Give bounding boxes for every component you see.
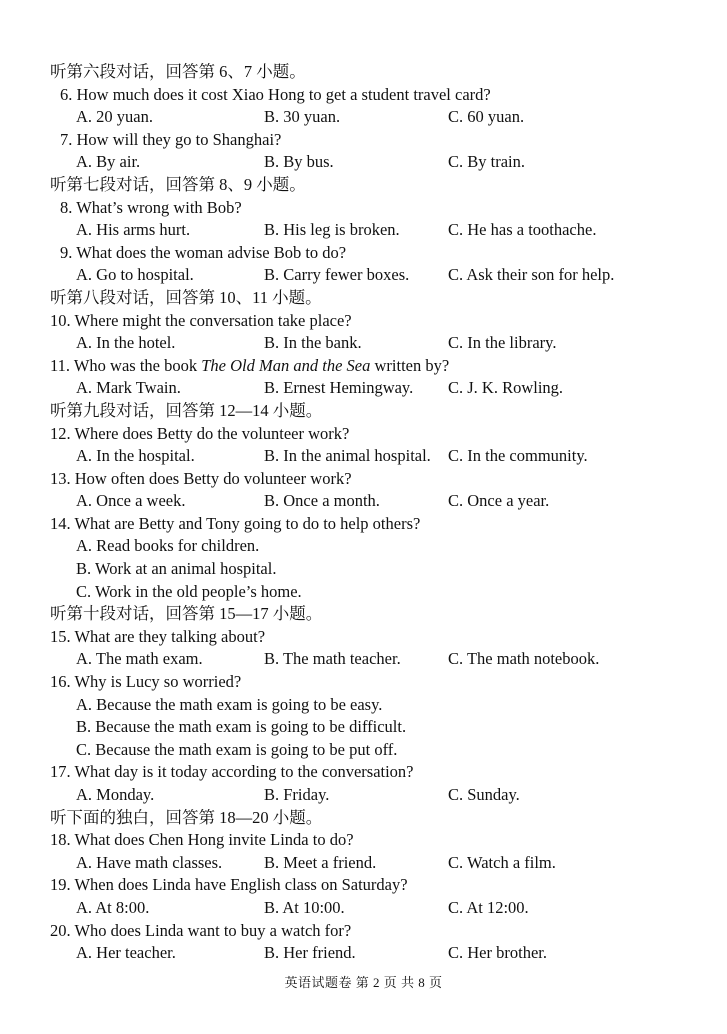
question-text [0, 468, 727, 491]
question-text [0, 920, 727, 943]
question-text [0, 84, 727, 107]
question-number: 14. [50, 513, 71, 533]
option-b: B. Friday. [264, 785, 330, 804]
question-stem: What are they talking about? [74, 626, 266, 646]
question-number: 16. [50, 672, 71, 692]
option-c: C. 60 yuan. [448, 107, 525, 127]
option-a: A. Read books for children. [76, 536, 260, 556]
options-row [0, 942, 727, 965]
question-stem: Where might the conversation take place? [74, 310, 352, 330]
option-c: C. He has a toothache. [448, 220, 597, 240]
question-text [0, 829, 727, 852]
question-number: 7. [60, 129, 73, 149]
option-a: A. By air. [76, 152, 141, 172]
option-c: C. Ask their son for help. [448, 265, 615, 285]
section-heading: 听第九段对话，回答第 12—14 小题。 [50, 400, 323, 420]
question-stem: What’s wrong with Bob? [76, 197, 242, 217]
question-text [0, 513, 727, 536]
question-stem: Who does Linda want to buy a watch for? [74, 920, 352, 940]
question-stem: How will they go to Shanghai? [76, 129, 282, 149]
option-b: B. By bus. [264, 152, 334, 172]
question-number: 12. [50, 423, 71, 443]
question-stem: Where does Betty do the volunteer work? [74, 423, 350, 443]
option-a: A. In the hotel. [76, 333, 176, 353]
option-a: A. At 8:00. [76, 897, 150, 917]
options-row [0, 106, 727, 129]
option-c: C. In the community. [448, 446, 588, 466]
question-number: 13. [50, 468, 71, 488]
option-c: C. Because the math exam is going to be put off. [76, 739, 398, 759]
question-number: 15. [50, 626, 71, 646]
question-stem: What day is it today according to the conversation? [74, 762, 414, 782]
question-stem: How much does it cost Xiao Hong to get a student travel card? [76, 84, 491, 104]
options-row [0, 219, 727, 242]
option-b: B. Because the math exam is going to be difficult. [76, 717, 407, 737]
option-b: B. The math teacher. [264, 649, 401, 669]
option-c: C. Watch a film. [448, 852, 556, 872]
option-c: C. At 12:00. [448, 897, 529, 917]
exam-page [0, 61, 727, 965]
option-c: C. Her brother. [448, 943, 547, 963]
question-number: 9. [60, 242, 73, 262]
option-c: C. Sunday. [448, 785, 520, 804]
option-a: A. The math exam. [76, 649, 203, 669]
options-row [0, 897, 727, 920]
question-text [0, 761, 727, 784]
options-row [0, 264, 727, 287]
question-text [0, 355, 727, 378]
option-b: B. Carry fewer boxes. [264, 265, 410, 285]
option-c: C. In the library. [448, 333, 557, 353]
section-heading: 听第七段对话，回答第 8、9 小题。 [50, 174, 306, 194]
question-stem: What does the woman advise Bob to do? [76, 242, 347, 262]
question-number: 18. [50, 830, 71, 850]
option-b: B. Once a month. [264, 491, 380, 511]
option-b: B. In the animal hospital. [264, 446, 431, 466]
section-heading: 听第八段对话，回答第 10、11 小题。 [50, 287, 322, 307]
question-stem: What are Betty and Tony going to do to help others? [74, 513, 421, 533]
question-text [0, 671, 727, 694]
options-row [0, 445, 727, 468]
option-b: B. His leg is broken. [264, 220, 400, 240]
options-row [0, 852, 727, 875]
option-a: A. In the hospital. [76, 446, 195, 466]
option-c: C. J. K. Rowling. [448, 378, 564, 398]
option-a: A. Mark Twain. [76, 378, 181, 398]
question-number: 19. [50, 875, 71, 895]
question-text [0, 129, 727, 152]
option-c: C. The math notebook. [448, 649, 600, 669]
section-heading: 听下面的独白，回答第 18—20 小题。 [50, 807, 323, 827]
option-a: A. Have math classes. [76, 852, 223, 872]
option-b: B. Her friend. [264, 943, 356, 963]
options-row [0, 332, 727, 355]
question-number: 10. [50, 310, 71, 330]
question-number: 17. [50, 762, 71, 782]
question-stem: When does Linda have English class on Saturday? [74, 875, 408, 895]
options-row [0, 151, 727, 174]
option-b: B. Meet a friend. [264, 852, 377, 872]
option-b: B. 30 yuan. [264, 107, 341, 127]
options-row [0, 784, 727, 807]
question-stem: Why is Lucy so worried? [74, 672, 242, 692]
option-b: B. In the bank. [264, 333, 362, 353]
question-stem: What does Chen Hong invite Linda to do? [74, 830, 354, 850]
question-text-part: written by? [370, 355, 450, 375]
question-text [0, 874, 727, 897]
page-footer: 英语试题卷 第 2 页 共 8 页 [284, 975, 443, 990]
book-title: The Old Man and the Sea [201, 355, 371, 375]
option-a: A. Because the math exam is going to be easy. [76, 694, 383, 714]
question-stem: How often does Betty do volunteer work? [74, 468, 352, 488]
question-text-part: Who was the book [73, 355, 202, 375]
option-a: A. 20 yuan. [76, 107, 153, 127]
option-c: C. Work in the old people’s home. [76, 581, 302, 601]
question-text [0, 423, 727, 446]
option-b: B. At 10:00. [264, 897, 345, 917]
section-heading: 听第十段对话，回答第 15—17 小题。 [50, 604, 323, 624]
question-text [0, 197, 727, 220]
option-a: A. Her teacher. [76, 943, 176, 963]
option-b: B. Work at an animal hospital. [76, 559, 277, 579]
question-number: 20. [50, 920, 71, 940]
question-text [0, 310, 727, 333]
question-text [0, 242, 727, 265]
question-number: 8. [60, 197, 73, 217]
option-a: A. Once a week. [76, 491, 186, 511]
options-row [0, 377, 727, 400]
section-heading: 听第六段对话，回答第 6、7 小题。 [50, 62, 306, 81]
question-number: 6. [60, 84, 73, 104]
question-number: 11. [50, 355, 71, 375]
option-a: A. Monday. [76, 785, 155, 804]
option-c: C. Once a year. [448, 491, 550, 511]
options-row [0, 490, 727, 513]
option-a: A. His arms hurt. [76, 220, 191, 240]
option-b: B. Ernest Hemingway. [264, 378, 414, 398]
options-row [0, 648, 727, 671]
option-c: C. By train. [448, 152, 525, 172]
question-text [0, 626, 727, 649]
option-a: A. Go to hospital. [76, 265, 194, 285]
